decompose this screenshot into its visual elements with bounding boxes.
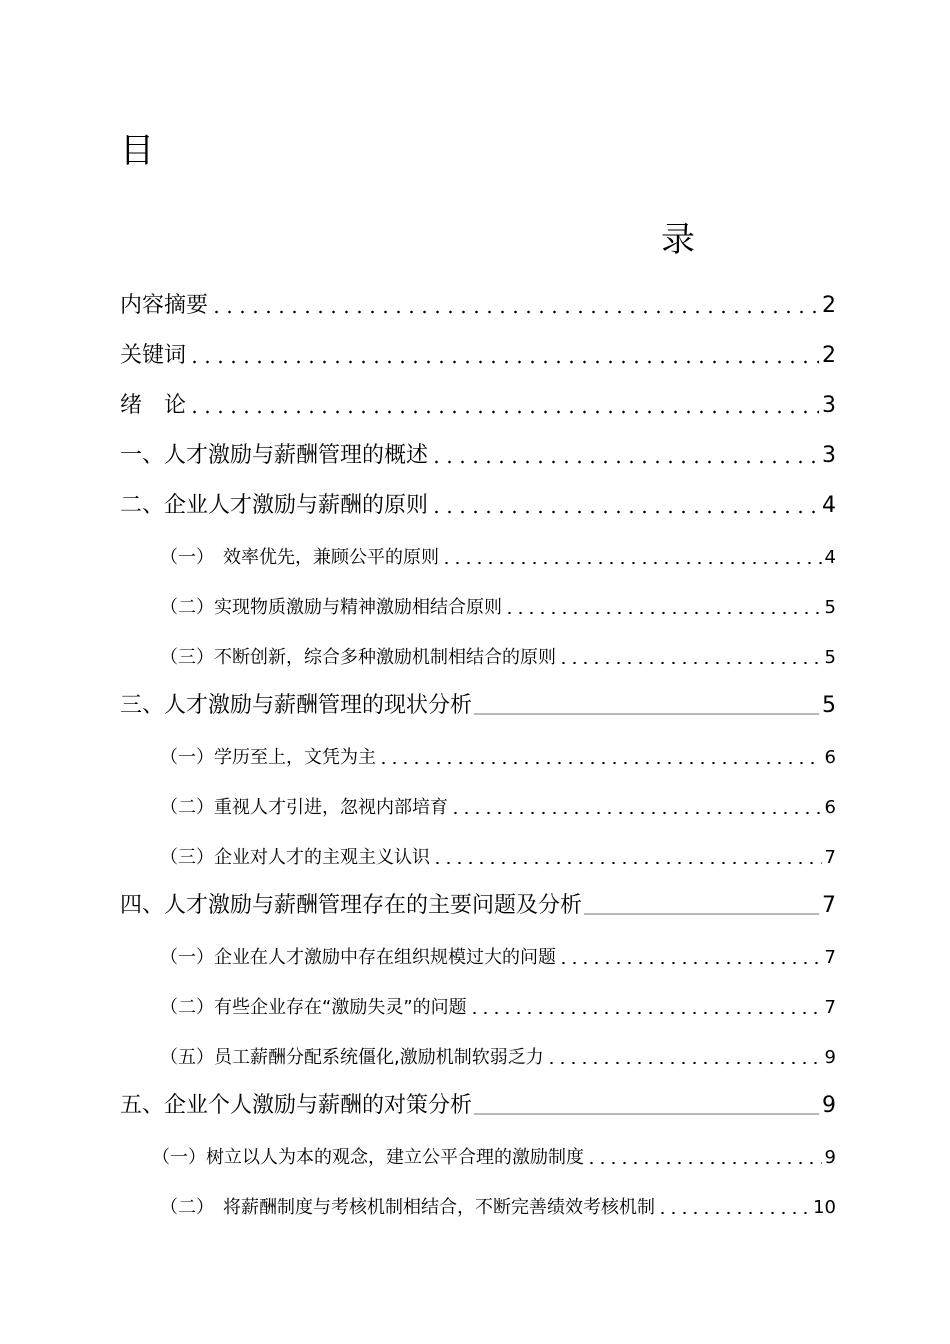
toc-entry-chapter-2[interactable]	[120, 480, 836, 520]
toc-entry-chapter-1[interactable]	[120, 430, 836, 470]
toc-page-number: 7	[822, 893, 836, 918]
toc-leader-dots	[430, 510, 819, 514]
toc-entry-section-3-3[interactable]	[160, 830, 836, 870]
toc-entry-label: （三）不断创新，综合多种激励机制相结合的原则	[160, 647, 556, 668]
toc-page-number: 10	[813, 1197, 836, 1218]
toc-entry-section-3-1[interactable]	[160, 730, 836, 770]
toc-leader-dots	[558, 661, 822, 665]
toc-leader-dots	[378, 761, 822, 765]
toc-entry-label: （二） 将薪酬制度与考核机制相结合，不断完善绩效考核机制	[160, 1197, 655, 1218]
toc-entry-label: （二）实现物质激励与精神激励相结合原则	[160, 597, 502, 618]
toc-entry-label: 三、人才激励与薪酬管理的现状分析	[120, 693, 473, 718]
toc-leader-dots	[474, 1113, 819, 1115]
toc-leader-dots	[558, 961, 822, 965]
toc-page-number: 6	[824, 797, 836, 818]
toc-page-number: 3	[822, 393, 836, 418]
toc-page-number: 2	[822, 293, 836, 318]
toc-leader-dots	[546, 1061, 822, 1065]
toc-leader-dots	[474, 713, 819, 715]
toc-leader-dots	[188, 360, 819, 364]
toc-title-char-1: 目	[120, 131, 154, 171]
toc-entry-label: （一） 效率优先，兼顾公平的原则	[160, 547, 439, 568]
toc-entry-section-4-2[interactable]	[160, 980, 836, 1020]
toc-entry-section-2-2[interactable]	[160, 580, 836, 620]
toc-entry-label: （二）重视人才引进，忽视内部培育	[160, 797, 448, 818]
toc-entry-label: （一）学历至上，文凭为主	[160, 747, 376, 768]
toc-title-char-2: 录	[661, 220, 695, 260]
toc-entry-label: 五、企业个人激励与薪酬的对策分析	[120, 1093, 473, 1118]
toc-page-number: 6	[824, 747, 836, 768]
toc-leader-dots	[432, 861, 822, 865]
toc-entry-section-4-1[interactable]	[160, 930, 836, 970]
toc-entry-label: （三）企业对人才的主观主义认识	[160, 847, 430, 868]
toc-entry-chapter-4[interactable]	[120, 880, 836, 920]
toc-page-number: 7	[824, 997, 836, 1018]
toc-page-number: 3	[822, 443, 836, 468]
toc-page-number: 9	[822, 1093, 836, 1118]
toc-entry-abstract[interactable]	[120, 280, 836, 320]
toc-page-number: 5	[824, 597, 836, 618]
toc-entry-label: （一）树立以人为本的观念，建立公平合理的激励制度	[152, 1147, 584, 1168]
toc-page-number: 4	[822, 493, 836, 518]
toc-entry-section-3-2[interactable]	[160, 780, 836, 820]
toc-entry-label: 一、人才激励与薪酬管理的概述	[120, 443, 429, 468]
toc-page-number: 4	[824, 547, 836, 568]
toc-entry-label: 四、人才激励与薪酬管理存在的主要问题及分析	[120, 893, 583, 918]
toc-page-number: 9	[824, 1047, 836, 1068]
toc-leader-dots	[188, 410, 819, 414]
toc-entry-section-4-5[interactable]	[160, 1030, 836, 1070]
toc-entry-label: 绪 论	[120, 393, 187, 418]
toc-page-number: 7	[824, 847, 836, 868]
toc-page-number: 7	[824, 947, 836, 968]
toc-entry-chapter-5[interactable]	[120, 1080, 836, 1120]
toc-entry-section-5-2[interactable]	[160, 1180, 836, 1220]
toc-leader-dots	[469, 1011, 822, 1015]
toc-leader-dots	[584, 913, 819, 915]
toc-entry-label: 二、企业人才激励与薪酬的原则	[120, 493, 429, 518]
toc-entry-keywords[interactable]	[120, 330, 836, 370]
toc-leader-dots	[430, 460, 819, 464]
toc-leader-dots	[210, 310, 819, 314]
toc-leader-dots	[504, 611, 822, 615]
toc-leader-dots	[441, 561, 822, 565]
toc-entry-label: （一）企业在人才激励中存在组织规模过大的问题	[160, 947, 556, 968]
toc-entry-label: 关键词	[120, 343, 187, 368]
toc-entry-label: （二）有些企业存在“激励失灵”的问题	[160, 997, 467, 1018]
toc-page-number: 5	[824, 647, 836, 668]
toc-entry-section-2-3[interactable]	[160, 630, 836, 670]
toc-entry-label: （五）员工薪酬分配系统僵化,激励机制软弱乏力	[160, 1047, 544, 1068]
toc-leader-dots	[586, 1161, 822, 1165]
toc-entry-section-2-1[interactable]	[160, 530, 836, 570]
toc-page-number: 5	[822, 693, 836, 718]
toc-page-number: 9	[824, 1147, 836, 1168]
toc-entry-chapter-3[interactable]	[120, 680, 836, 720]
toc-leader-dots	[450, 811, 822, 815]
toc-page-number: 2	[822, 343, 836, 368]
toc-entry-label: 内容摘要	[120, 293, 209, 318]
toc-leader-dots	[657, 1211, 810, 1215]
toc-entry-section-5-1[interactable]	[152, 1130, 836, 1170]
toc-entry-introduction[interactable]	[120, 380, 836, 420]
